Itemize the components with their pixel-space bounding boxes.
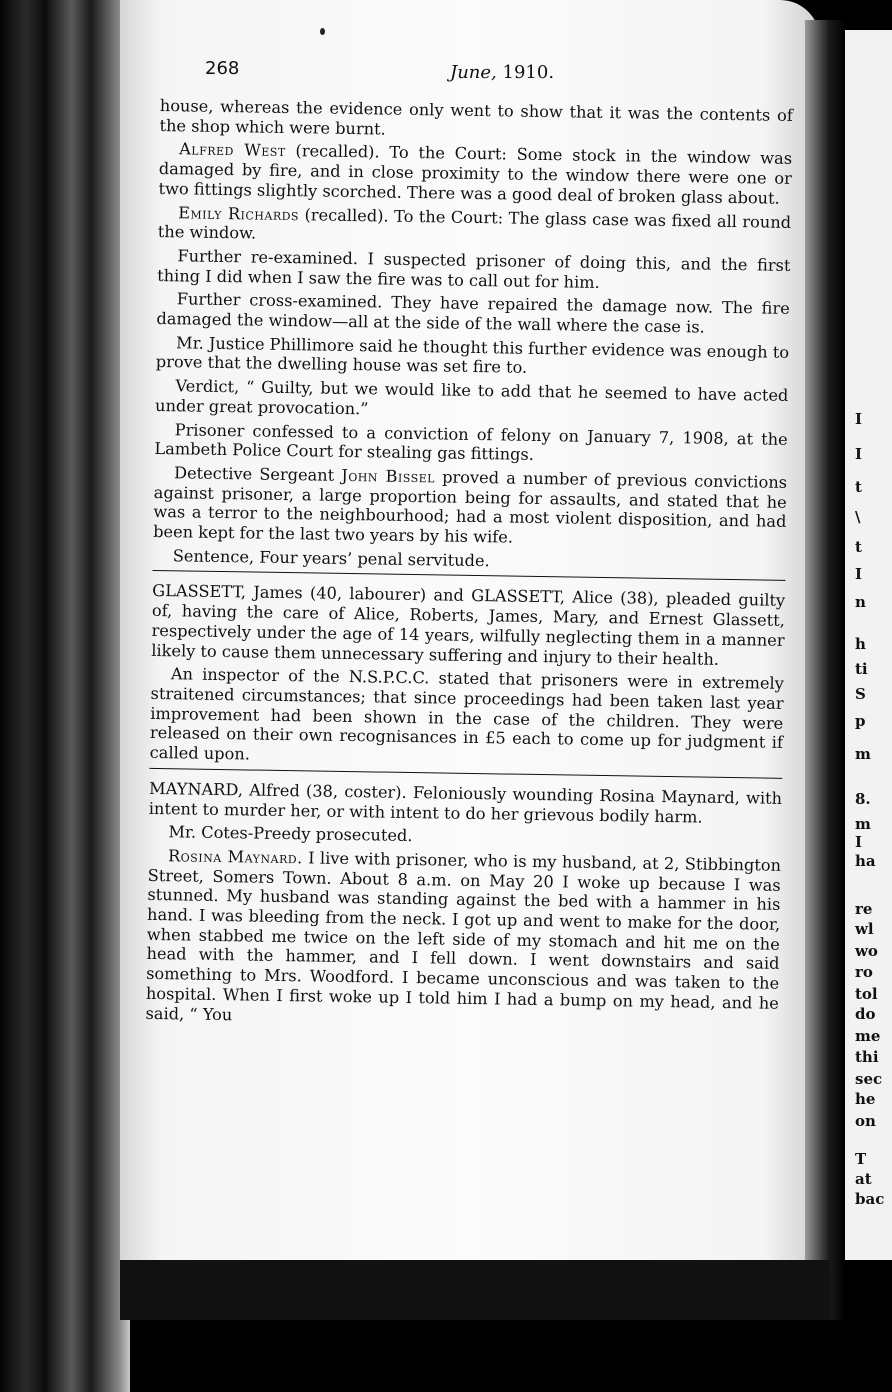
facing-page-letters: n (855, 593, 866, 611)
page-body (145, 96, 792, 1033)
facing-page-letters: p (855, 712, 866, 730)
facing-page-letters: wl (855, 920, 874, 938)
facing-page-letters: wo (855, 942, 878, 960)
witness-name: Alfred West (179, 139, 286, 161)
facing-page-letters: I (855, 445, 863, 463)
facing-page-letters: do (855, 1005, 876, 1023)
page-bottom-shadow (120, 1260, 830, 1320)
facing-page-letters: I (855, 410, 863, 428)
facing-page-letters: re (855, 900, 873, 918)
facing-page-fragment (845, 30, 892, 1260)
case-heading-maynard: MAYNARD, Alfred (38, coster). Feloniously wounding Rosina Maynard, with intent to murder her, or with intent to do her grievous bodily harm. (148, 778, 783, 827)
facing-page-letters: \ (855, 508, 861, 526)
running-head (205, 58, 805, 88)
paragraph-continuation: house, whereas the evidence only went to show that it was the contents of the shop which were burnt. (159, 96, 793, 139)
paragraph-re-examined: Further re-examined. I suspected prisoner of doing this, and the first thing I did when I saw the fire was to call out for him. (157, 246, 791, 292)
paragraph-rosina-maynard (145, 846, 781, 1033)
paragraph-emily-richards (158, 203, 792, 252)
facing-page-letters: on (855, 1112, 876, 1130)
facing-page-letters: ro (855, 963, 873, 981)
paragraph-prosecutor: Mr. Cotes-Preedy prosecuted. (168, 822, 413, 846)
facing-page-letters: t (855, 538, 862, 556)
witness-name: Emily Richards (178, 202, 300, 224)
paragraph-verdict: Verdict, “ Guilty, but we would like to add that he seemed to have acted under great provocation.” (154, 376, 789, 419)
book-binding-shadow (0, 0, 130, 1392)
facing-page-letters: ha (855, 852, 876, 870)
paragraph-cross-examined: Further cross-examined. They have repaired the damage now. The fire damaged the window—all at the side of the wall where the case is. (156, 289, 790, 337)
facing-page-letters: bac (855, 1190, 885, 1208)
facing-page-letters: m (855, 745, 871, 763)
paragraph-text: Detective Sergeant (173, 463, 342, 485)
facing-page-letters: he (855, 1090, 876, 1108)
facing-page-letters: 8. (855, 790, 871, 808)
running-title (450, 62, 554, 83)
paragraph-text: (recalled). To the Court: The glass case was fixed all round the window. (157, 204, 792, 243)
paragraph-text: proved a number of previous convictions against prisoner, a large proportion being for assaults, and stated that he was a terror to the neighbourhood; had a most violent disposition, and had been kept for the last two years by his wife. (153, 467, 788, 547)
facing-page-letters: I (855, 565, 863, 583)
page-number: 268 (205, 58, 240, 79)
facing-page-letters: ti (855, 660, 868, 678)
ink-speck (320, 28, 325, 35)
facing-page-letters: at (855, 1170, 872, 1188)
facing-page-letters: h (855, 635, 866, 653)
book-gutter (805, 20, 845, 1320)
facing-page-letters: S (855, 685, 866, 703)
facing-page-letters: me (855, 1027, 881, 1045)
facing-page-letters: t (855, 478, 862, 496)
paragraph-sentence: Sentence, Four years’ penal servitude. (172, 546, 490, 571)
facing-page-letters: tol (855, 985, 878, 1003)
running-month: June, (450, 62, 497, 83)
paragraph-judge: Mr. Justice Phillimore said he thought this further evidence was enough to prove that the dwelling house was set fire to. (155, 333, 790, 378)
paragraph-alfred-west (158, 139, 792, 208)
witness-name: Rosina Maynard. (167, 846, 303, 868)
paragraph-nspcc: An inspector of the N.S.P.C.C. stated that prisoners were in extremely straitened circumstances; that since proceedings had been taken last year improvement had been shown in the case of the children. They were released on their own recognisances in £5 each to come up for judgment if called upon. (149, 664, 784, 764)
facing-page-letters: T (855, 1150, 867, 1168)
witness-name: John Bissel (341, 465, 436, 487)
facing-page-letters: thi (855, 1048, 879, 1066)
facing-page-letters: m (855, 815, 871, 833)
paragraph-text: (recalled). To the Court: Some stock in the window was damaged by fire, and in close proximity to the window there were one or two fittings slightly scorched. There was a good deal of broken glass about. (158, 141, 793, 208)
paragraph-prior-conviction: Prisoner confessed to a conviction of felony on January 7, 1908, at the Lambeth Police Court for stealing gas fittings. (154, 419, 788, 465)
running-year: 1910. (502, 62, 555, 83)
facing-page-letters: I (855, 833, 863, 851)
paragraph-detective (153, 463, 787, 552)
paragraph-text: I live with prisoner, who is my husband, at 2, Stibbington Street, Somers Town. About 8 a.m. on May 20 I woke up because I was stunned. My husband was standing against the bed with a hammer in his hand. I was bleeding from the neck. I got up and went to make for the door, when stabbed me twice on the left side of my stomach and hit me on the head with the hammer, and I fell down. I went downstairs and said something to Mrs. Woodford. I became unconscious and was taken to the hospital. When I first woke up I told him I had a bump on my head, and he said, “ You (145, 848, 782, 1024)
case-heading-glassett: GLASSETT, James (40, labourer) and GLASSETT, Alice (38), pleaded guilty of, having the care of Alice, Roberts, James, Mary, and Ernest Glassett, respectively under the age of 14 years, wilfully neglecting them in a manner likely to cause them unnecessary suffering and injury to their health. (151, 581, 786, 669)
facing-page-letters: sec (855, 1070, 883, 1088)
